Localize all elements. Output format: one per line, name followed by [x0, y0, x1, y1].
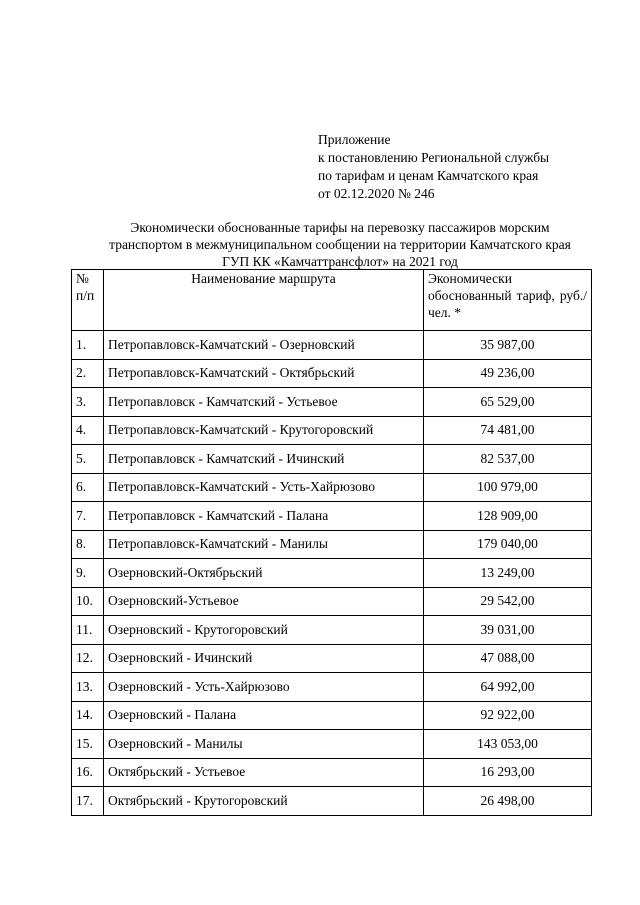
route-name: Петропавловск - Камчатский - Ичинский: [104, 445, 424, 474]
tariff-value: 100 979,00: [424, 473, 592, 502]
route-name: Октябрьский - Крутогоровский: [104, 787, 424, 816]
row-number: 12.: [72, 644, 104, 673]
tariffs-table: [71, 269, 592, 816]
tariff-value: 16 293,00: [424, 758, 592, 787]
tariff-value: 143 053,00: [424, 730, 592, 759]
appendix-line: к постановлению Региональной службы: [318, 150, 550, 165]
header-row: [72, 270, 592, 331]
row-number: 10.: [72, 587, 104, 616]
row-number: 6.: [72, 473, 104, 502]
header-number-line: №: [76, 271, 89, 286]
route-name: Октябрьский - Устьевое: [104, 758, 424, 787]
route-name: Петропавловск-Камчатский - Крутогоровский: [104, 416, 424, 445]
tariff-value: 49 236,00: [424, 359, 592, 388]
header-number-line: п/п: [76, 288, 95, 303]
header-tariff-text: Экономически обоснованный тариф, руб./чел. *: [428, 271, 587, 320]
row-number: 3.: [72, 388, 104, 417]
tariff-value: 74 481,00: [424, 416, 592, 445]
row-number: 5.: [72, 445, 104, 474]
table-row: [72, 445, 592, 474]
table-row: [72, 359, 592, 388]
route-name: Озерновский - Усть-Хайрюзово: [104, 673, 424, 702]
row-number: 17.: [72, 787, 104, 816]
tariff-value: 29 542,00: [424, 587, 592, 616]
route-name: Петропавловск - Камчатский - Устьевое: [104, 388, 424, 417]
tariff-value: 13 249,00: [424, 559, 592, 588]
row-number: 8.: [72, 530, 104, 559]
tariff-value: 64 992,00: [424, 673, 592, 702]
table-row: [72, 701, 592, 730]
tariff-value: 47 088,00: [424, 644, 592, 673]
table-row: [72, 787, 592, 816]
table-row: [72, 331, 592, 360]
appendix-line: от 02.12.2020 № 246: [318, 186, 435, 201]
title-line: Экономически обоснованные тарифы на перевозку пассажиров морским: [130, 220, 550, 235]
title-line: транспортом в межмуниципальном сообщении на территории Камчатского края: [109, 237, 571, 252]
route-name: Озерновский-Октябрьский: [104, 559, 424, 588]
table-row: [72, 502, 592, 531]
route-name: Озерновский - Крутогоровский: [104, 616, 424, 645]
table-row: [72, 388, 592, 417]
route-name: Петропавловск-Камчатский - Манилы: [104, 530, 424, 559]
document-title: [60, 219, 620, 270]
row-number: 9.: [72, 559, 104, 588]
route-name: Озерновский - Палана: [104, 701, 424, 730]
table-row: [72, 758, 592, 787]
row-number: 7.: [72, 502, 104, 531]
tariff-value: 179 040,00: [424, 530, 592, 559]
tariff-value: 26 498,00: [424, 787, 592, 816]
table-row: [72, 616, 592, 645]
route-name: Петропавловск-Камчатский - Озерновский: [104, 331, 424, 360]
table-row: [72, 587, 592, 616]
row-number: 11.: [72, 616, 104, 645]
appendix-line: по тарифам и ценам Камчатского края: [318, 168, 539, 183]
row-number: 4.: [72, 416, 104, 445]
route-name: Озерновский - Манилы: [104, 730, 424, 759]
row-number: 1.: [72, 331, 104, 360]
title-line: ГУП КК «Камчаттрансфлот» на 2021 год: [222, 254, 458, 269]
route-name: Петропавловск - Камчатский - Палана: [104, 502, 424, 531]
table-row: [72, 730, 592, 759]
header-tariff: [424, 270, 592, 331]
row-number: 16.: [72, 758, 104, 787]
header-number: [72, 270, 104, 331]
tariff-value: 35 987,00: [424, 331, 592, 360]
route-name: Озерновский - Ичинский: [104, 644, 424, 673]
tariff-value: 128 909,00: [424, 502, 592, 531]
header-route: Наименование маршрута: [104, 270, 424, 331]
tariff-value: 65 529,00: [424, 388, 592, 417]
appendix-line: Приложение: [318, 132, 391, 147]
table-row: [72, 559, 592, 588]
row-number: 14.: [72, 701, 104, 730]
table-header: [72, 270, 592, 331]
table-row: [72, 644, 592, 673]
tariff-value: 82 537,00: [424, 445, 592, 474]
route-name: Петропавловск-Камчатский - Октябрьский: [104, 359, 424, 388]
row-number: 15.: [72, 730, 104, 759]
table-row: [72, 673, 592, 702]
row-number: 2.: [72, 359, 104, 388]
table-row: [72, 416, 592, 445]
appendix-block: [318, 131, 549, 203]
table-row: [72, 473, 592, 502]
tariff-value: 92 922,00: [424, 701, 592, 730]
table-row: [72, 530, 592, 559]
table-body: [72, 331, 592, 816]
route-name: Озерновский-Устьевое: [104, 587, 424, 616]
tariff-value: 39 031,00: [424, 616, 592, 645]
route-name: Петропавловск-Камчатский - Усть-Хайрюзово: [104, 473, 424, 502]
row-number: 13.: [72, 673, 104, 702]
